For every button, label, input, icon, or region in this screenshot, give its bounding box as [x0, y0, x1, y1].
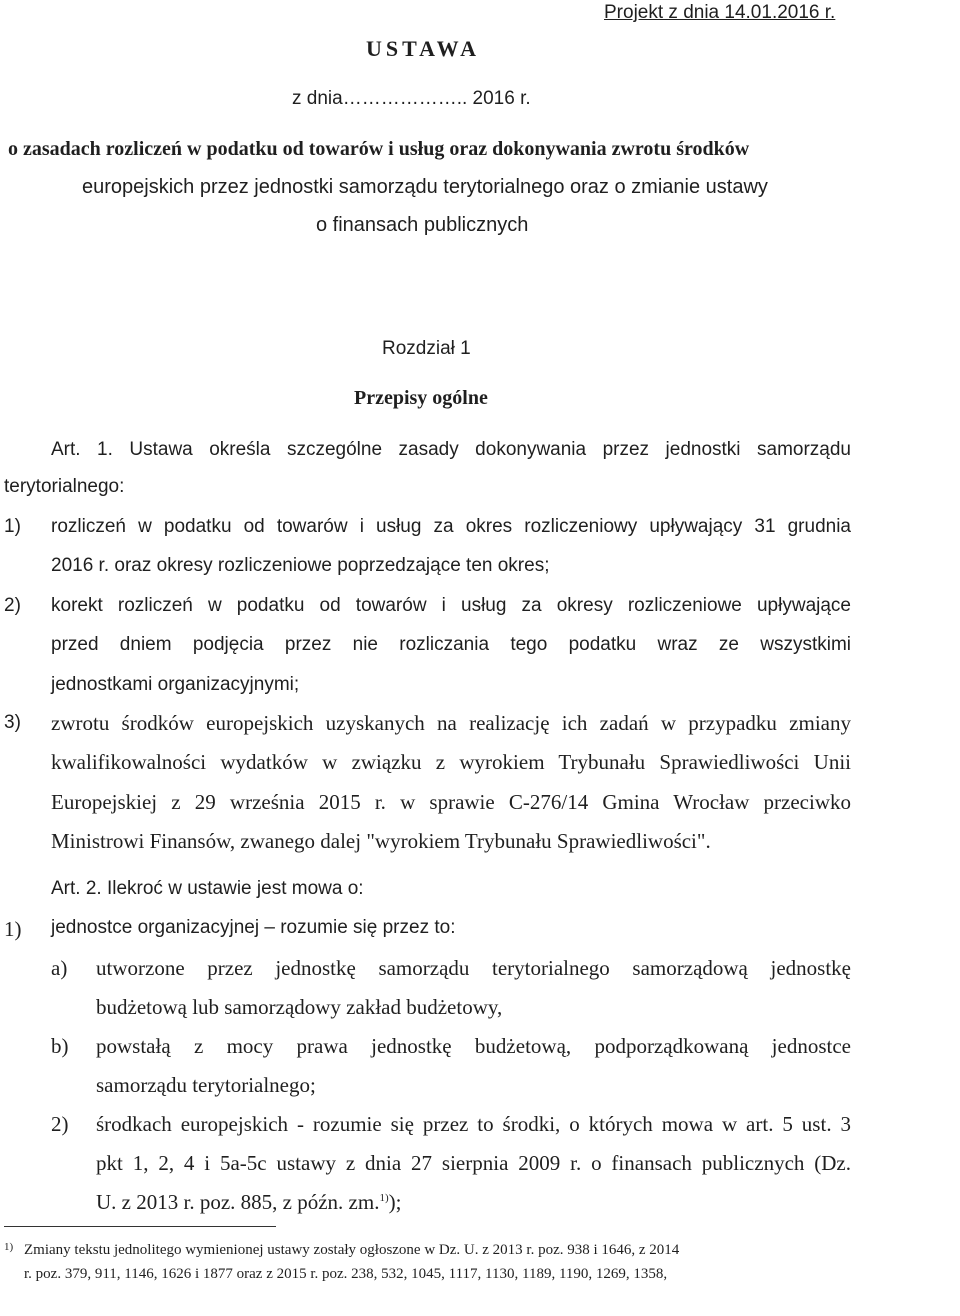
art1-p3-line-1: zwrotu środków europejskich uzyskanych na realizację ich zadań w przypadku zmiany [51, 711, 851, 735]
act-date: z dnia……………….. 2016 r. [292, 88, 531, 109]
art2-p2-line-2: pkt 1, 2, 4 i 5a-5c ustawy z dnia 27 sierpnia 2009 r. o finansach publicznych (Dz. [96, 1151, 851, 1175]
footnote-line-1: Zmiany tekstu jednolitego wymienionej ustawy zostały ogłoszone w Dz. U. z 2013 r. poz. 938 i 1646, z 2014 [24, 1242, 680, 1258]
project-date: Projekt z dnia 14.01.2016 r. [604, 2, 836, 23]
art1-p1-number: 1) [4, 516, 21, 537]
act-title: USTAWA [366, 36, 481, 61]
art2-p1-number: 1) [4, 917, 22, 941]
chapter-name: Przepisy ogólne [354, 387, 488, 409]
subject-line-1: o zasadach rozliczeń w podatku od towarów i usług oraz dokonywania zwrotu środków [8, 138, 750, 160]
art2-p2-line-3: U. z 2013 r. poz. 885, z późn. zm.$^{1)}$); [96, 1190, 402, 1214]
art1-p3-number: 3) [4, 712, 21, 733]
footnote-reference[interactable]: 1) [379, 1192, 389, 1204]
art1-p2-line-1: korekt rozliczeń w podatku od towarów i usług za okresy rozliczeniowe upływające [51, 595, 851, 616]
art1-p1-line-2: 2016 r. oraz okresy rozliczeniowe poprzedzające ten okres; [51, 555, 550, 576]
chapter-number: Rozdział 1 [382, 338, 471, 359]
art1-p2-line-2: przed dniem podjęcia przez nie rozliczania tego podatku wraz ze wszystkimi [51, 634, 851, 655]
art1-p2-line-3: jednostkami organizacyjnymi; [51, 674, 300, 695]
art2-p2-number: 2) [51, 1112, 69, 1136]
subject-line-3: o finansach publicznych [316, 214, 529, 236]
art2-p1-text: jednostce organizacyjnej – rozumie się przez to: [51, 917, 456, 938]
art1-p2-number: 2) [4, 595, 21, 616]
art1-intro-line-2: terytorialnego: [4, 476, 125, 497]
art2-p2-line-1: środkach europejskich - rozumie się przez to środki, o których mowa w art. 5 ust. 3 [96, 1112, 851, 1136]
art2-intro: Art. 2. Ilekroć w ustawie jest mowa o: [51, 878, 364, 899]
art2-a-letter: a) [51, 956, 68, 980]
art2-a-line-2: budżetową lub samorządowy zakład budżetowy, [96, 995, 503, 1019]
art1-p3-line-3: Europejskiej z 29 września 2015 r. w sprawie C-276/14 Gmina Wrocław przeciwko [51, 790, 851, 814]
art2-b-letter: b) [51, 1034, 69, 1058]
art1-p1-line-1: rozliczeń w podatku od towarów i usług za okres rozliczeniowy upływający 31 grudnia [51, 516, 851, 537]
footnote-marker: 1) [4, 1241, 14, 1253]
art1-intro-line-1: Art. 1. Ustawa określa szczególne zasady dokonywania przez jednostki samorządu [51, 439, 851, 460]
art2-b-line-2: samorządu terytorialnego; [96, 1073, 316, 1097]
footnote-line-2: r. poz. 379, 911, 1146, 1626 i 1877 oraz z 2015 r. poz. 238, 532, 1045, 1117, 1130, 1189, 1190, 1269, 1358, [24, 1266, 668, 1282]
art1-p3-line-2: kwalifikowalności wydatków w związku z wyrokiem Trybunału Sprawiedliwości Unii [51, 750, 851, 774]
art2-a-line-1: utworzone przez jednostkę samorządu terytorialnego samorządową jednostkę [96, 956, 851, 980]
footnote-separator [4, 1226, 276, 1227]
art1-p3-line-4: Ministrowi Finansów, zwanego dalej "wyrokiem Trybunału Sprawiedliwości". [51, 829, 711, 853]
subject-line-2: europejskich przez jednostki samorządu terytorialnego oraz o zmianie ustawy [82, 176, 768, 198]
art2-b-line-1: powstałą z mocy prawa jednostkę budżetową, podporządkowaną jednostce [96, 1034, 851, 1058]
